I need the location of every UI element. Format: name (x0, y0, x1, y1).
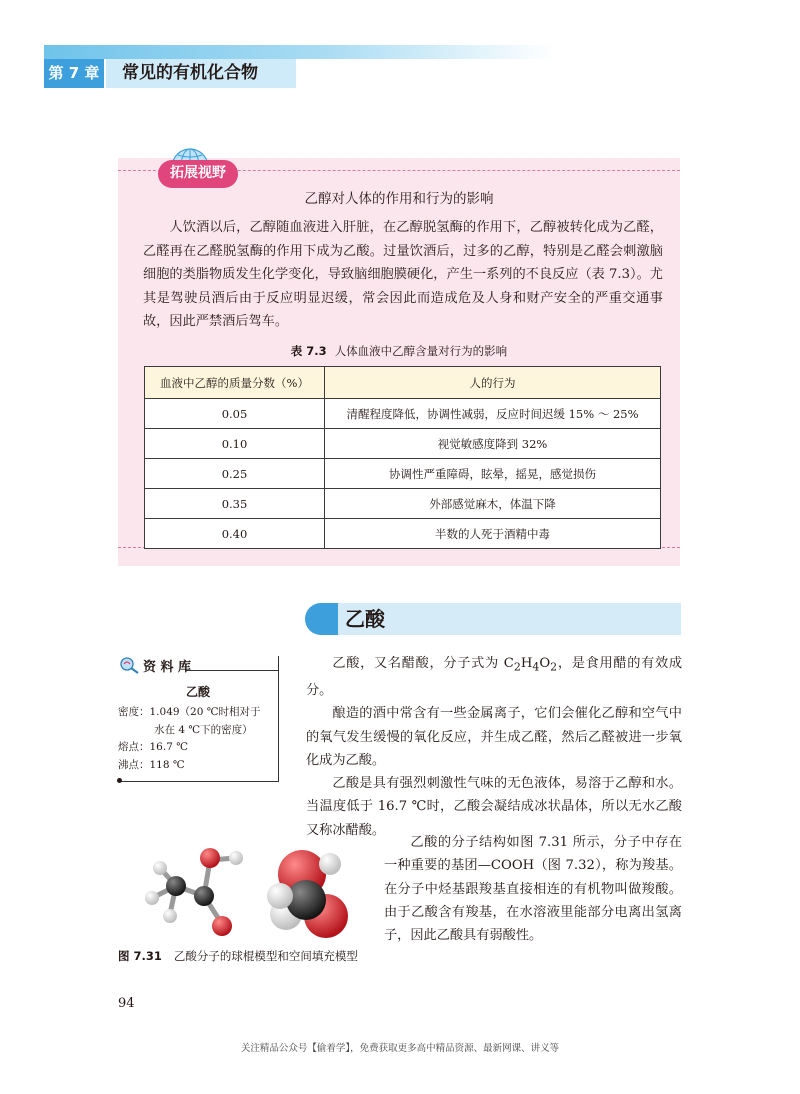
table-cell: 0.05 (145, 399, 325, 429)
melting-point: 熔点：16.7 ℃ (118, 741, 188, 753)
subscript: 2 (513, 660, 521, 674)
figure-caption-text: 乙酸分子的球棍模型和空间填充模型 (173, 949, 358, 963)
table-caption-label: 表 7.3 (290, 344, 327, 358)
table-caption (118, 343, 680, 359)
box-paragraph (143, 216, 663, 334)
table-cell: 视觉敏感度降到 32% (325, 429, 661, 459)
paragraph-formula (306, 652, 682, 702)
table-header-row (145, 367, 661, 399)
formula-text: H (520, 656, 533, 671)
density-line-continued: 水在 4 ℃下的密度） (154, 723, 253, 736)
table-cell: 0.40 (145, 519, 325, 549)
data-library-dot (117, 778, 122, 783)
box-paragraph-text: 人饮酒以后，乙醇随血液进入肝脏，在乙醇脱氢酶的作用下，乙醇被转化成为乙醛，乙醛再在乙醛脱氢酶的作用下成为乙酸。过量饮酒后，过多的乙醇，特别是乙醛会刺激脑细胞的类脂物质发生化学变化，导致脑细胞膜硬化，产生一系列的不良反应（表 7.3）。尤其是驾驶员酒后由于反应明显迟缓，常会因此而造成危及人身和财产安全的严重交通事故，因此严禁酒后驾车。 (143, 220, 663, 329)
data-library-properties (118, 704, 274, 774)
paragraph-structure: 乙酸的分子结构如图 7.31 所示，分子中存在一种重要的基团—COOH（图 7.32），称为羧基。在分子中烃基跟羧基直接相连的有机物叫做羧酸。由于乙酸含有羧基，在水溶液里能部分电离出氢离子，因此乙酸具有弱酸性。 (384, 835, 682, 944)
section-title: 乙酸 (345, 607, 385, 631)
alcohol-behavior-table (144, 366, 661, 549)
subscript: 4 (532, 660, 540, 674)
ball-and-stick-model (145, 848, 243, 936)
box-title: 乙醇对人体的作用和行为的影响 (304, 191, 494, 207)
extension-badge: 拓展视野 (158, 160, 238, 188)
data-library-substance: 乙酸 (185, 685, 210, 699)
table-cell: 协调性严重障碍，眩晕，摇晃，感觉损伤 (325, 459, 661, 489)
table-cell: 0.25 (145, 459, 325, 489)
table-header-cell: 血液中乙醇的质量分数（%） (145, 367, 325, 399)
section-heading-marker (305, 603, 338, 635)
table-cell: 0.35 (145, 489, 325, 519)
main-body-text-structure (384, 831, 682, 947)
table-row (145, 429, 661, 459)
formula-text: O (539, 656, 551, 671)
density-line: 密度：1.049（20 ℃时相对于 (118, 706, 261, 718)
figure-caption (118, 948, 358, 964)
chapter-number: 第 7 章 (44, 59, 104, 88)
figure-label: 图 7.31 (118, 949, 162, 963)
acetic-acid-molecule-figure (130, 838, 360, 948)
table-header-cell: 人的行为 (325, 367, 661, 399)
formula-text: 乙酸，又名醋酸，分子式为 C (332, 656, 514, 671)
table-caption-text: 人体血液中乙醇含量对行为的影响 (334, 344, 508, 358)
data-library-icon (119, 656, 141, 674)
header-gradient-bar (44, 45, 556, 59)
boiling-point: 沸点：118 ℃ (118, 758, 185, 771)
table-cell: 清醒程度降低，协调性减弱，反应时间迟缓 15% ～ 25% (325, 399, 661, 429)
table-cell: 外部感觉麻木，体温下降 (325, 489, 661, 519)
page-number: 94 (118, 996, 135, 1011)
table-row (145, 489, 661, 519)
space-filling-model (267, 850, 348, 938)
table-row (145, 519, 661, 549)
footer-note: 关注精品公众号【偷着学】，免费获取更多高中精品资源、最新网课、讲义等 (240, 1043, 560, 1054)
main-body-text (306, 652, 682, 842)
table-cell: 0.10 (145, 429, 325, 459)
paragraph-brewing: 酿造的酒中常含有一些金属离子，它们会催化乙醇和空气中的氧气发生缓慢的氧化反应，并生成乙醛，然后乙醛被进一步氧化成为乙酸。 (306, 706, 682, 768)
data-library-bottom-line (118, 781, 278, 782)
paragraph-properties: 乙酸是具有强烈刺激性气味的无色液体，易溶于乙醇和水。当温度低于 16.7 ℃时，乙酸会凝结成冰状晶体，所以无水乙酸又称冰醋酸。 (306, 776, 682, 838)
subscript: 2 (550, 660, 558, 674)
table-row (145, 459, 661, 489)
data-library-heading-line (185, 670, 278, 671)
table-row (145, 399, 661, 429)
formula-text: ，是食用醋的有效成分。 (306, 656, 683, 698)
data-library-heading: 资 料 库 (143, 660, 192, 675)
table-cell: 半数的人死于酒精中毒 (325, 519, 661, 549)
chapter-title: 常见的有机化合物 (122, 63, 258, 83)
